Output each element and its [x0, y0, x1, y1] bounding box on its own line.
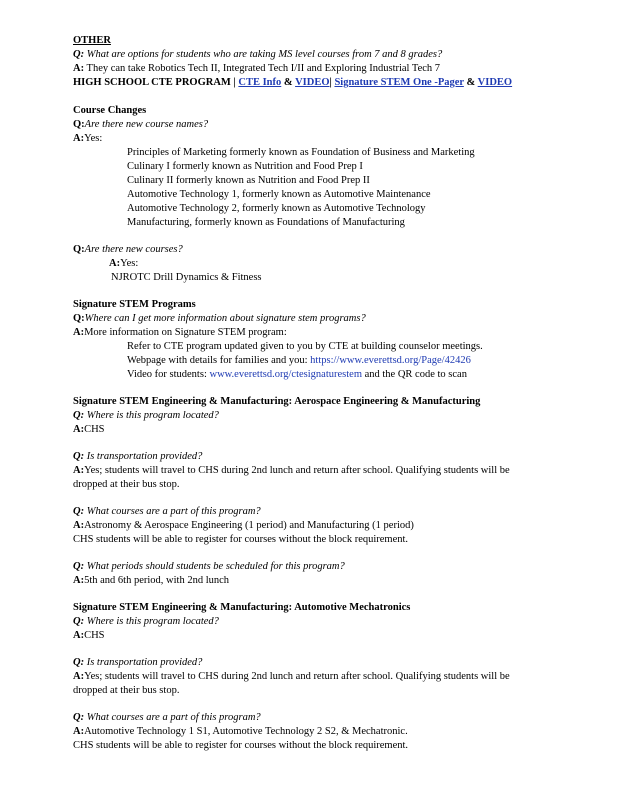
- answer-courses: A:Astronomy & Aerospace Engineering (1 period) and Manufacturing (1 period): [73, 520, 414, 531]
- course-changes-list: [73, 146, 553, 230]
- answer-location: A:CHS: [73, 630, 105, 641]
- question-transportation: Q: Is transportation provided?: [73, 657, 203, 668]
- list-item: Manufacturing, formerly known as Foundations of Manufacturing: [127, 217, 405, 228]
- answer-transportation: A:Yes; students will travel to CHS during 2nd lunch and return after school. Qualifying students will be dropped at their bus stop.: [73, 465, 510, 490]
- question-course-names: Q:Are there new course names?: [73, 119, 209, 130]
- question-courses: Q: What courses are a part of this program?: [73, 712, 261, 723]
- video-link-1[interactable]: VIDEO: [295, 77, 330, 88]
- document-page: [73, 34, 553, 753]
- question-courses: Q: What courses are a part of this program?: [73, 506, 261, 517]
- list-item: Culinary I formerly known as Nutrition and Food Prep I: [127, 161, 363, 172]
- question-new-courses: Q:Are there new courses?: [73, 244, 183, 255]
- answer-courses: A:Automotive Technology 1 S1, Automotive Technology 2 S2, & Mechatronic.: [73, 726, 408, 737]
- question-transportation: Q: Is transportation provided?: [73, 451, 203, 462]
- answer-new-courses: A:Yes:: [109, 258, 139, 269]
- list-item: NJROTC Drill Dynamics & Fitness: [111, 272, 262, 283]
- program-links-line: HIGH SCHOOL CTE PROGRAM | CTE Info & VIDEO| Signature STEM One -Pager & VIDEO: [73, 77, 513, 88]
- webpage-url-link[interactable]: https://www.everettsd.org/Page/42426: [310, 355, 471, 366]
- answer-signature-info: A:More information on Signature STEM program:: [73, 327, 287, 338]
- question-signature-info: Q:Where can I get more information about signature stem programs?: [73, 313, 366, 324]
- answer-courses-note: CHS students will be able to register for courses without the block requirement.: [73, 740, 409, 751]
- question-ms-courses: Q: What are options for students who are taking MS level courses from 7 and 8 grades?: [73, 49, 443, 60]
- section-heading-mechatronics: Signature STEM Engineering & Manufacturing: Automotive Mechatronics: [73, 602, 411, 613]
- answer-courses-note: CHS students will be able to register for courses without the block requirement.: [73, 534, 409, 545]
- signature-stem-one-pager-link[interactable]: Signature STEM One -Pager: [334, 77, 464, 88]
- list-item: Refer to CTE program updated given to you by CTE at building counselor meetings.: [127, 341, 483, 352]
- list-item: Automotive Technology 2, formerly known as Automotive Technology: [127, 203, 426, 214]
- video-url-link[interactable]: www.everettsd.org/ctesignaturestem: [209, 369, 362, 380]
- video-link-2[interactable]: VIDEO: [477, 77, 513, 88]
- section-heading-signature-stem: Signature STEM Programs: [73, 299, 196, 310]
- question-location: Q: Where is this program located?: [73, 410, 219, 421]
- section-heading-course-changes: Course Changes: [73, 105, 147, 116]
- cte-info-link[interactable]: CTE Info: [238, 77, 282, 88]
- list-item: Automotive Technology 1, formerly known as Automotive Maintenance: [127, 189, 431, 200]
- list-item: Video for students: www.everettsd.org/ctesignaturestem and the QR code to scan: [127, 369, 467, 380]
- answer-ms-courses: A: They can take Robotics Tech II, Integrated Tech I/II and Exploring Industrial Tech 7: [73, 63, 441, 74]
- list-item: Culinary II formerly known as Nutrition and Food Prep II: [127, 175, 370, 186]
- answer-periods: A:5th and 6th period, with 2nd lunch: [73, 575, 230, 586]
- answer-location: A:CHS: [73, 424, 105, 435]
- answer-transportation: A:Yes; students will travel to CHS during 2nd lunch and return after school. Qualifying students will be dropped at their bus stop.: [73, 671, 510, 696]
- section-heading-other: OTHER: [73, 35, 111, 46]
- list-item: Principles of Marketing formerly known as Foundation of Business and Marketing: [127, 147, 475, 158]
- section-heading-aerospace: Signature STEM Engineering & Manufacturing: Aerospace Engineering & Manufacturing: [73, 396, 481, 407]
- question-periods: Q: What periods should students be scheduled for this program?: [73, 561, 345, 572]
- question-location: Q: Where is this program located?: [73, 616, 219, 627]
- list-item: Webpage with details for families and you: https://www.everettsd.org/Page/42426: [127, 355, 471, 366]
- answer-course-names: A:Yes:: [73, 133, 103, 144]
